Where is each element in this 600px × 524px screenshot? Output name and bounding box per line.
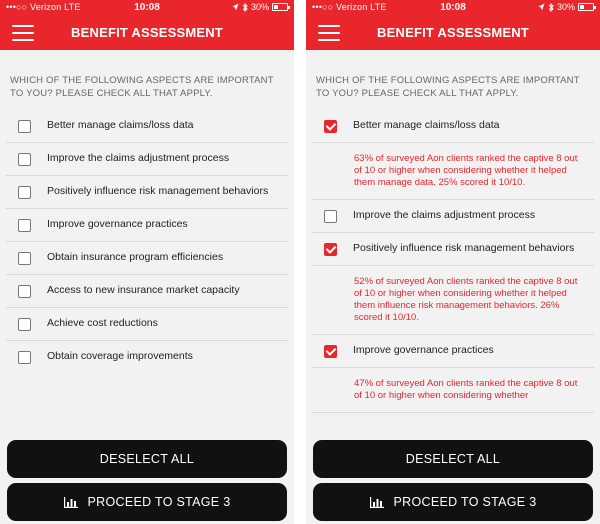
options-panel [0, 50, 294, 436]
question-text: WHICH OF THE FOLLOWING ASPECTS ARE IMPORTANT TO YOU? PLEASE CHECK ALL THAT APPLY. [316, 75, 580, 99]
option-label: Achieve cost reductions [47, 317, 158, 329]
app-header [0, 16, 294, 50]
proceed-label: PROCEED TO STAGE 3 [393, 495, 537, 509]
option-label: Improve governance practices [353, 344, 494, 356]
checkbox[interactable] [18, 219, 31, 232]
checkbox[interactable] [18, 318, 31, 331]
option-item[interactable] [312, 200, 594, 233]
option-info-text: 52% of surveyed Aon clients ranked the captive 8 out of 10 or higher when considering whether it helped them influence risk management behaviors. 26% scored it 10/10. [312, 266, 594, 335]
page-title: BENEFIT ASSESSMENT [377, 25, 529, 40]
option-label: Better manage claims/loss data [47, 119, 194, 131]
checkbox[interactable] [18, 252, 31, 265]
proceed-label: PROCEED TO STAGE 3 [87, 495, 231, 509]
option-item[interactable] [312, 335, 594, 368]
checkbox[interactable] [18, 285, 31, 298]
option-list [306, 110, 600, 413]
phone-screen-left [0, 0, 294, 524]
option-label: Obtain coverage improvements [47, 350, 193, 362]
status-right [538, 2, 594, 12]
checkbox[interactable] [324, 210, 337, 223]
option-label: Improve the claims adjustment process [47, 152, 230, 164]
option-item[interactable] [6, 275, 288, 308]
status-right [232, 2, 288, 12]
option-item[interactable] [6, 308, 288, 341]
options-panel [306, 50, 600, 436]
option-label: Improve governance practices [47, 218, 188, 230]
option-item[interactable] [312, 233, 594, 266]
carrier-label: •••○○ Verizon LTE [6, 2, 81, 12]
option-label: Better manage claims/loss data [353, 119, 500, 131]
clock: 10:08 [134, 2, 160, 13]
bluetooth-icon [242, 3, 248, 12]
status-bar [306, 0, 600, 16]
option-info-text: 47% of surveyed Aon clients ranked the captive 8 out of 10 or higher when considering whether [312, 368, 594, 413]
option-label: Access to new insurance market capacity [47, 284, 240, 296]
option-label: Obtain insurance program efficiencies [47, 251, 224, 263]
carrier-label: •••○○ Verizon LTE [312, 2, 387, 12]
location-arrow-icon [232, 3, 239, 11]
option-item[interactable] [6, 143, 288, 176]
option-item[interactable] [6, 242, 288, 275]
checkbox-checked[interactable] [324, 120, 337, 133]
footer-actions [0, 436, 294, 524]
checkbox-checked[interactable] [324, 243, 337, 256]
battery-percent: 30% [250, 2, 269, 12]
deselect-all-button[interactable]: DESELECT ALL [7, 440, 287, 478]
proceed-button[interactable] [7, 483, 287, 521]
checkbox[interactable] [18, 120, 31, 133]
bluetooth-icon [548, 3, 554, 12]
phone-screen-right [306, 0, 600, 524]
option-label: Improve the claims adjustment process [353, 209, 536, 221]
proceed-button[interactable] [313, 483, 593, 521]
option-item[interactable] [312, 110, 594, 143]
option-list [0, 110, 294, 373]
option-label: Positively influence risk management behaviors [47, 185, 269, 197]
bar-chart-icon [370, 497, 384, 508]
option-item[interactable] [6, 341, 288, 373]
checkbox[interactable] [18, 186, 31, 199]
checkbox[interactable] [18, 351, 31, 364]
location-arrow-icon [538, 3, 545, 11]
battery-icon [578, 3, 594, 11]
checkbox-checked[interactable] [324, 345, 337, 358]
footer-actions [306, 436, 600, 524]
option-info-text: 63% of surveyed Aon clients ranked the captive 8 out of 10 or higher when considering whether it helped them manage data. 25% scored it 10/10. [312, 143, 594, 200]
battery-icon [272, 3, 288, 11]
option-item[interactable] [6, 209, 288, 242]
bar-chart-icon [64, 497, 78, 508]
option-item[interactable] [6, 110, 288, 143]
option-label: Positively influence risk management behaviors [353, 242, 575, 254]
checkbox[interactable] [18, 153, 31, 166]
battery-percent: 30% [556, 2, 575, 12]
clock: 10:08 [440, 2, 466, 13]
page-title: BENEFIT ASSESSMENT [71, 25, 223, 40]
question-text: WHICH OF THE FOLLOWING ASPECTS ARE IMPORTANT TO YOU? PLEASE CHECK ALL THAT APPLY. [10, 75, 274, 99]
option-item[interactable] [6, 176, 288, 209]
status-bar [0, 0, 294, 16]
app-header [306, 16, 600, 50]
deselect-all-button[interactable]: DESELECT ALL [313, 440, 593, 478]
